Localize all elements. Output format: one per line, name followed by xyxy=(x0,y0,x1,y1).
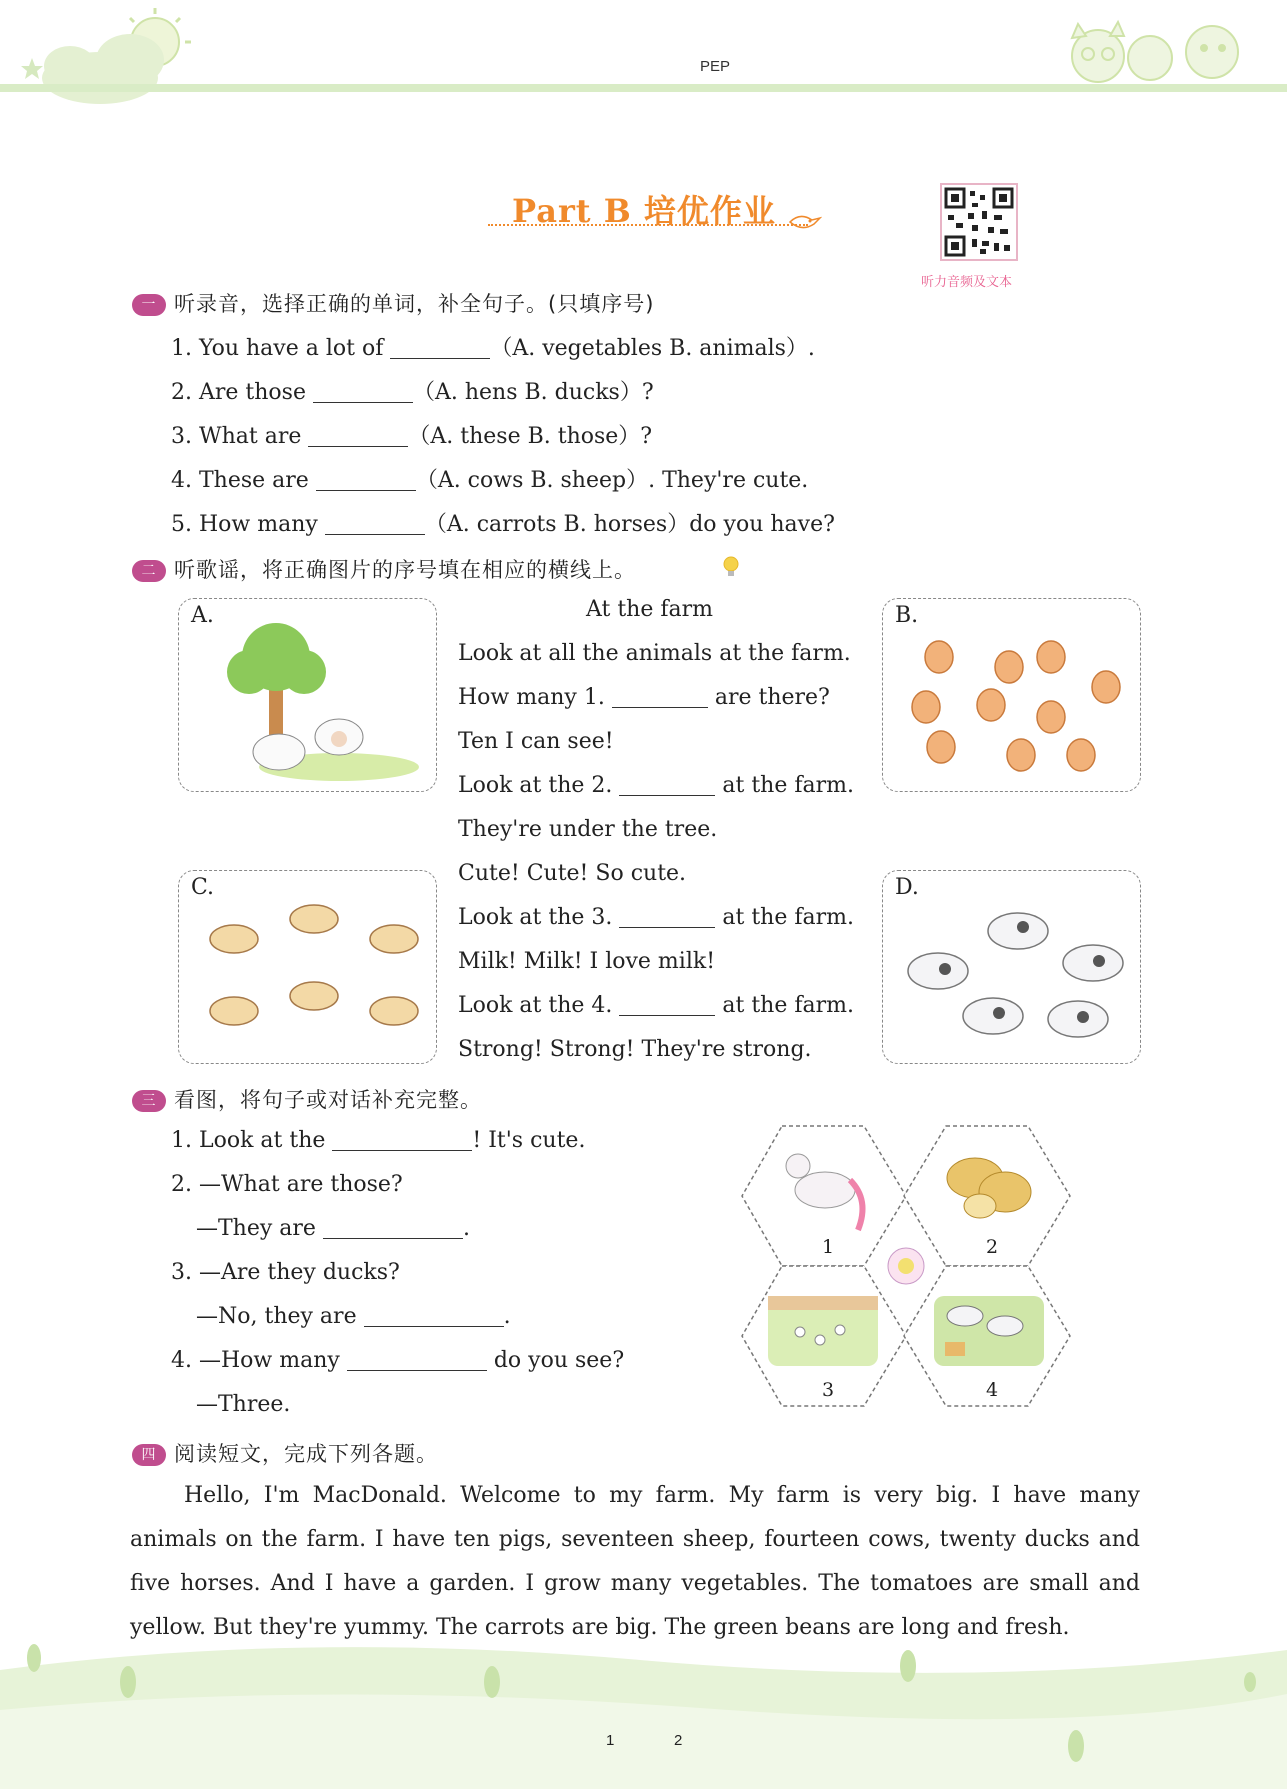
song-line-text: Look at the 3. xyxy=(458,905,613,930)
s1-item-options: （A. cows B. sheep）. They're cute. xyxy=(415,468,809,493)
hens-image xyxy=(901,617,1131,787)
song-line-text: at the farm. xyxy=(722,773,854,798)
lightbulb-icon xyxy=(720,554,742,580)
flower-icon xyxy=(888,1248,924,1284)
header-decoration xyxy=(0,0,1287,120)
animal-faces-icon xyxy=(1072,22,1238,82)
box-label: D. xyxy=(895,875,919,900)
song-line-text: Look at the 4. xyxy=(458,993,613,1018)
s1-item-text: 3. What are xyxy=(171,424,302,449)
s3-line-3 xyxy=(196,1216,470,1241)
section-3-heading xyxy=(132,1084,482,1114)
footer-hills xyxy=(0,1630,1287,1789)
song-line-8: Milk! Milk! I love milk! xyxy=(458,949,716,974)
series-label: PEP xyxy=(700,58,731,75)
s1-blank-2[interactable] xyxy=(313,402,413,403)
s1-item-text: 1. You have a lot of xyxy=(171,336,384,361)
s1-item-options: （A. carrots B. horses）do you have? xyxy=(424,512,835,537)
s3-line-text: do you see? xyxy=(493,1348,625,1373)
page-title: Part B 培优作业 xyxy=(512,192,776,230)
s3-line-text: 1. Look at the xyxy=(171,1128,326,1153)
s3-line-1 xyxy=(171,1128,585,1153)
s1-blank-3[interactable] xyxy=(308,446,408,447)
qr-code-icon xyxy=(942,185,1016,259)
hex-label-1: 1 xyxy=(822,1236,835,1258)
picture-box-c xyxy=(178,870,437,1064)
picture-box-d xyxy=(882,870,1141,1064)
s3-blank-2[interactable] xyxy=(323,1238,463,1239)
song-line-3: Ten I can see! xyxy=(458,729,614,754)
section-1-instruction: 听录音，选择正确的单词，补全句子。(只填序号) xyxy=(174,292,655,316)
section-2-instruction: 听歌谣，将正确图片的序号填在相应的横线上。 xyxy=(174,558,636,582)
section-badge: 四 xyxy=(132,1444,166,1466)
s1-item-options: （A. these B. those）? xyxy=(408,424,653,449)
s3-blank-4[interactable] xyxy=(347,1370,487,1371)
s1-blank-4[interactable] xyxy=(316,490,416,491)
qr-code[interactable] xyxy=(940,183,1018,261)
horses-image xyxy=(189,881,429,1057)
section-badge: 二 xyxy=(132,560,166,582)
farm-cows-icon xyxy=(934,1296,1044,1366)
hexagon-pictures xyxy=(740,1120,1072,1412)
bird-icon xyxy=(786,210,822,234)
qr-caption: 听力音频及文本 xyxy=(921,275,1013,290)
page-number-left: 1 xyxy=(606,1732,615,1749)
section-badge: 三 xyxy=(132,1090,166,1112)
song-line-2 xyxy=(458,685,830,710)
s1-item-1 xyxy=(171,331,815,362)
section-2-heading xyxy=(132,554,636,584)
s1-item-text: 5. How many xyxy=(171,512,318,537)
cloud-icon xyxy=(42,34,164,104)
s1-item-3 xyxy=(171,419,652,450)
s3-line-text: —No, they are xyxy=(196,1304,357,1329)
section-3-instruction: 看图，将句子或对话补充完整。 xyxy=(174,1088,482,1112)
s3-line-text: —They are xyxy=(196,1216,316,1241)
s3-line-text: 4. —How many xyxy=(171,1348,340,1373)
song-line-text: How many 1. xyxy=(458,685,605,710)
cows-image xyxy=(893,891,1133,1051)
page-number-right: 2 xyxy=(674,1732,683,1749)
song-line-text: at the farm. xyxy=(722,905,854,930)
tree-sheep-image xyxy=(219,617,419,787)
s1-item-5 xyxy=(171,507,835,538)
song-line-9 xyxy=(458,993,854,1018)
section-1-heading xyxy=(132,288,654,318)
box-label: B. xyxy=(895,603,919,628)
farm-ducks-icon xyxy=(768,1296,878,1366)
s1-blank-5[interactable] xyxy=(325,534,425,535)
hex-label-4: 4 xyxy=(986,1379,999,1401)
s3-line-6 xyxy=(171,1348,624,1373)
song-title: At the farm xyxy=(586,597,713,622)
header-band xyxy=(0,84,1287,92)
picture-box-b xyxy=(882,598,1141,792)
s1-item-text: 2. Are those xyxy=(171,380,306,405)
song-blank-4[interactable] xyxy=(619,1015,715,1016)
song-blank-3[interactable] xyxy=(619,927,715,928)
song-line-6: Cute! Cute! So cute. xyxy=(458,861,687,886)
s3-line-7: —Three. xyxy=(196,1392,291,1417)
box-label: C. xyxy=(191,875,215,900)
star-icon xyxy=(21,58,43,79)
s1-blank-1[interactable] xyxy=(390,358,490,359)
section-badge: 一 xyxy=(132,294,166,316)
song-line-10: Strong! Strong! They're strong. xyxy=(458,1037,812,1062)
s3-blank-3[interactable] xyxy=(364,1326,504,1327)
reading-passage: Hello, I'm MacDonald. Welcome to my farm. My farm is very big. I have many animals on the farm. I have ten pigs, seventeen sheep, fourteen cows, twenty ducks and five horses. And I have a garden. I grow many vegetables. The tomatoes are small and yellow. But they're yummy. The carrots are big. The green beans are long and fresh. xyxy=(130,1483,1140,1640)
song-blank-1[interactable] xyxy=(612,707,708,708)
song-line-text: at the farm. xyxy=(722,993,854,1018)
song-line-text: Look at the 2. xyxy=(458,773,613,798)
hex-label-3: 3 xyxy=(822,1379,835,1401)
s3-blank-1[interactable] xyxy=(332,1150,472,1151)
s3-line-2: 2. —What are those? xyxy=(171,1172,403,1197)
s1-item-options: （A. vegetables B. animals）. xyxy=(490,336,815,361)
s3-line-text: . xyxy=(462,1216,470,1241)
picture-box-a xyxy=(178,598,437,792)
section-4-heading xyxy=(132,1438,438,1468)
song-line-7 xyxy=(458,905,854,930)
s1-item-text: 4. These are xyxy=(171,468,309,493)
s3-line-5 xyxy=(196,1304,511,1329)
s3-line-text: . xyxy=(503,1304,511,1329)
song-blank-2[interactable] xyxy=(619,795,715,796)
hex-label-2: 2 xyxy=(986,1236,999,1258)
s3-line-text: ! It's cute. xyxy=(472,1128,586,1153)
s1-item-4 xyxy=(171,463,808,494)
box-label: A. xyxy=(191,603,214,628)
song-line-5: They're under the tree. xyxy=(458,817,718,842)
song-line-1: Look at all the animals at the farm. xyxy=(458,641,851,666)
section-4-instruction: 阅读短文，完成下列各题。 xyxy=(174,1442,438,1466)
title-underline xyxy=(488,224,808,226)
song-line-text: are there? xyxy=(714,685,830,710)
song-line-4 xyxy=(458,773,854,798)
s3-line-4: 3. —Are they ducks? xyxy=(171,1260,400,1285)
s1-item-2 xyxy=(171,375,654,406)
s1-item-options: （A. hens B. ducks）? xyxy=(412,380,654,405)
